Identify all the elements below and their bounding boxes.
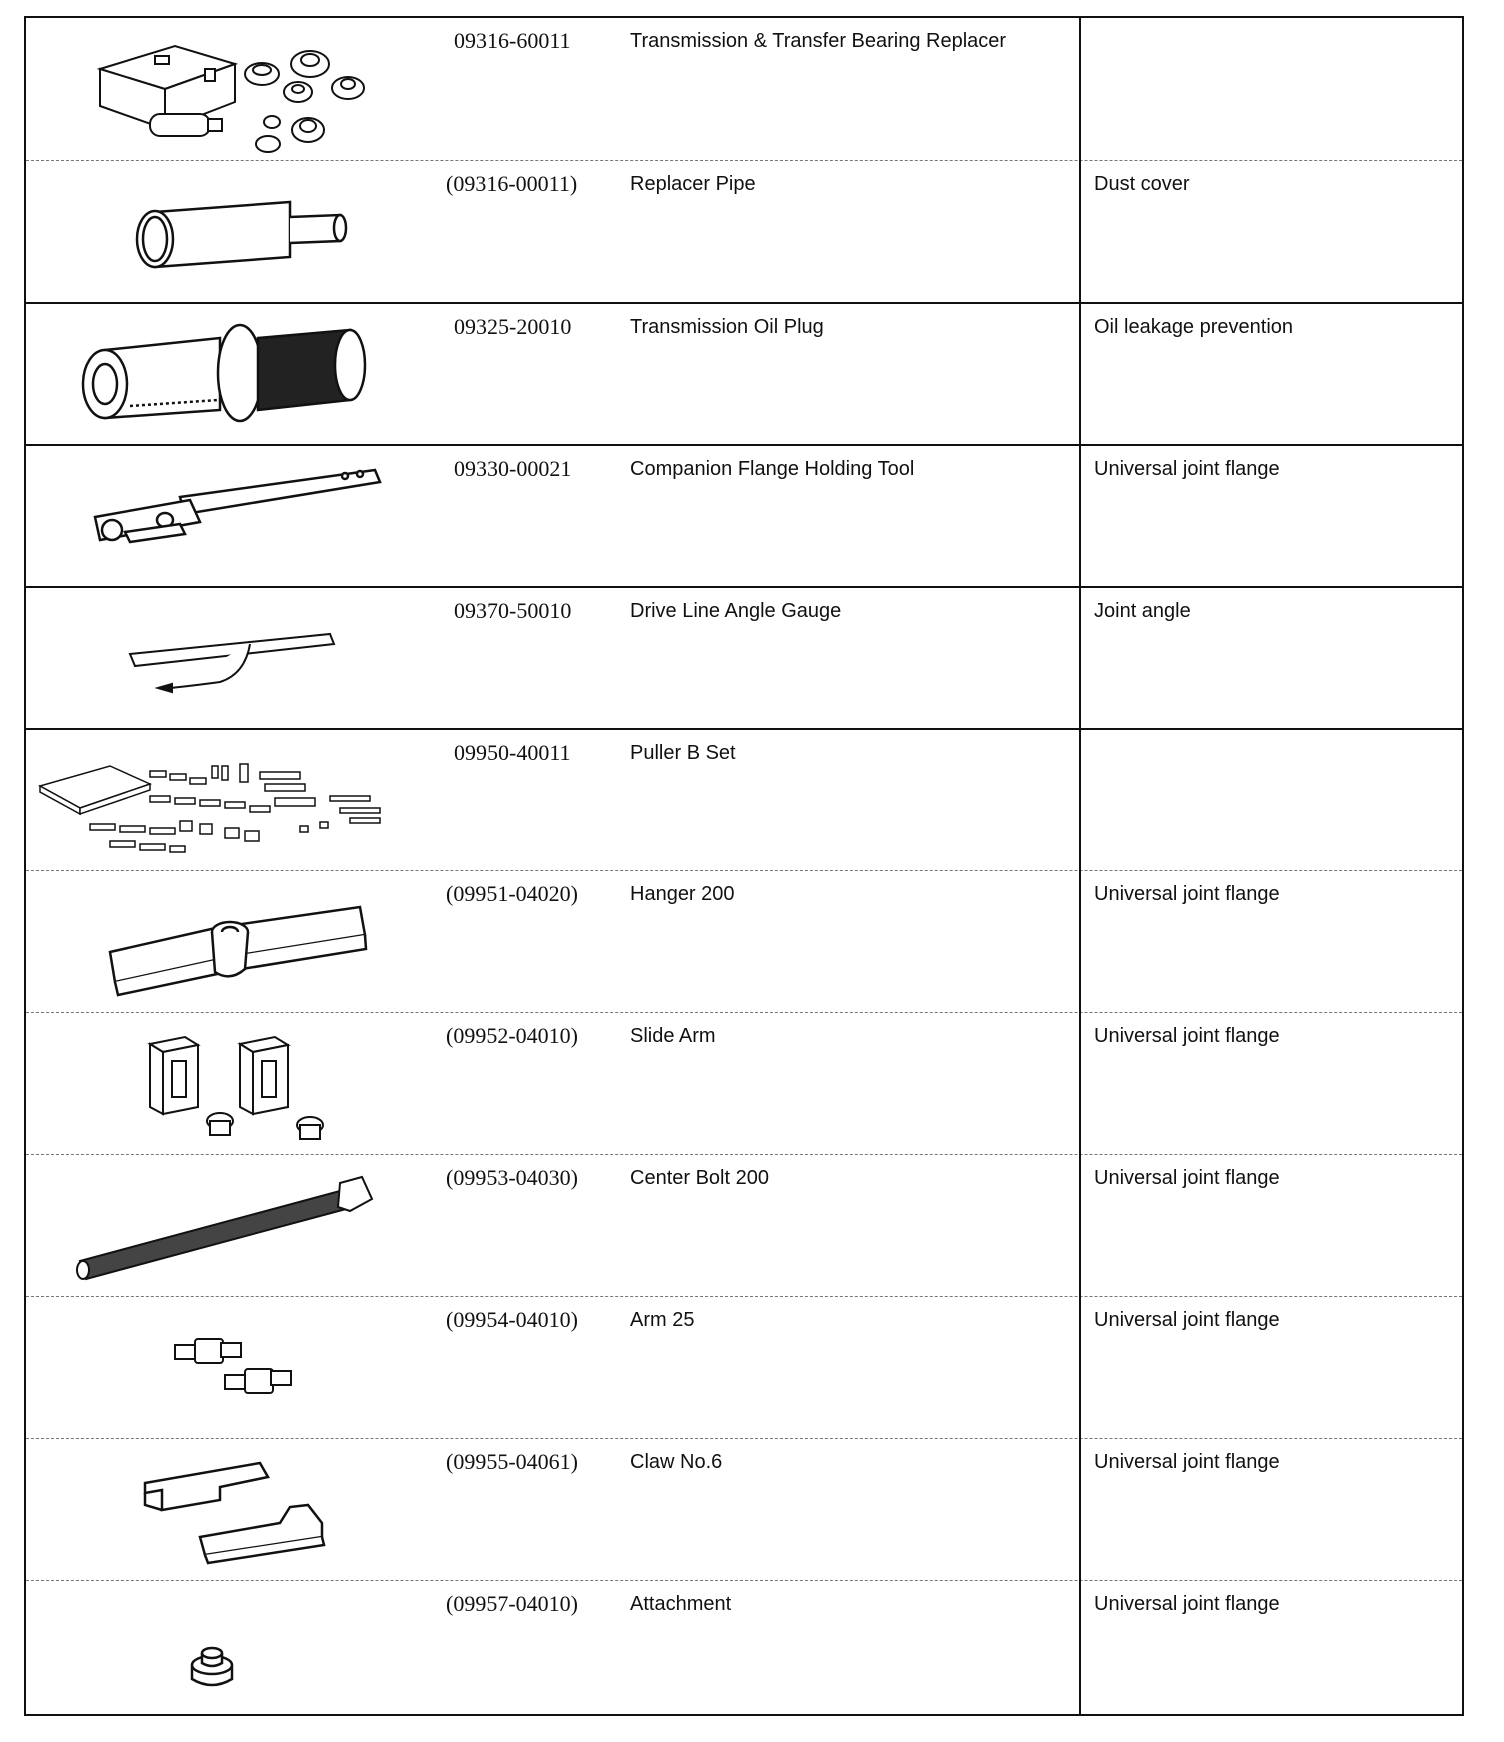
bearing-replacer-set-icon: [40, 24, 440, 154]
part-number: (09954-04010): [446, 1307, 578, 1332]
table-row: [26, 302, 1462, 444]
part-number: 09950-40011: [454, 740, 571, 765]
part-number: 09330-00021: [454, 456, 572, 481]
puller-set-icon: [40, 736, 440, 866]
table-row: [26, 1296, 1462, 1438]
tool-usage-note: Universal joint flange: [1094, 1025, 1280, 1047]
table-row: [26, 444, 1462, 586]
part-number: (09952-04010): [446, 1023, 578, 1048]
part-number: 09325-20010: [454, 314, 572, 339]
part-number: (09955-04061): [446, 1449, 578, 1474]
tool-name: Hanger 200: [630, 883, 735, 905]
attachment-icon: [40, 1587, 440, 1717]
tool-usage-note: Universal joint flange: [1094, 1593, 1280, 1615]
table-row: [26, 160, 1462, 302]
part-number: (09951-04020): [446, 881, 578, 906]
tool-usage-note: Dust cover: [1094, 173, 1190, 195]
oil-plug-icon: [40, 310, 440, 440]
tool-usage-note: Universal joint flange: [1094, 1451, 1280, 1473]
tool-name: Slide Arm: [630, 1025, 716, 1047]
tool-name: Transmission Oil Plug: [630, 316, 824, 338]
table-row: [26, 586, 1462, 728]
tool-name: Arm 25: [630, 1309, 695, 1331]
tool-name: Drive Line Angle Gauge: [630, 600, 842, 622]
tool-name: Claw No.6: [630, 1451, 723, 1473]
tool-name: Center Bolt 200: [630, 1167, 769, 1189]
table-row: [26, 728, 1462, 870]
table-row: [26, 1154, 1462, 1296]
part-number: (09316-00011): [446, 171, 578, 196]
tool-usage-note: Universal joint flange: [1094, 1309, 1280, 1331]
part-number: 09370-50010: [454, 598, 572, 623]
special-tools-table: [24, 16, 1464, 1716]
tool-usage-note: Universal joint flange: [1094, 458, 1280, 480]
tool-usage-note: Joint angle: [1094, 600, 1191, 622]
column-divider: [1079, 18, 1081, 1714]
table-row: [26, 1580, 1462, 1722]
tool-usage-note: Oil leakage prevention: [1094, 316, 1294, 338]
arm-icon: [40, 1303, 440, 1433]
tool-name: Puller B Set: [630, 742, 736, 764]
table-row: [26, 1438, 1462, 1580]
tool-usage-note: Universal joint flange: [1094, 1167, 1280, 1189]
tool-name: Replacer Pipe: [630, 173, 756, 195]
tool-name: Transmission & Transfer Bearing Replacer: [630, 30, 1007, 52]
table-row: [26, 870, 1462, 1012]
slide-arm-icon: [40, 1019, 440, 1149]
center-bolt-icon: [40, 1161, 440, 1291]
part-number: (09953-04030): [446, 1165, 578, 1190]
tool-name: Companion Flange Holding Tool: [630, 458, 915, 480]
part-number: 09316-60011: [454, 28, 571, 53]
angle-gauge-icon: [40, 594, 440, 724]
table-row: [26, 18, 1462, 160]
table-row: [26, 1012, 1462, 1154]
replacer-pipe-icon: [40, 167, 440, 297]
flange-holding-tool-icon: [40, 452, 440, 582]
tool-name: Attachment: [630, 1593, 732, 1615]
hanger-icon: [40, 877, 440, 1007]
claw-icon: [40, 1445, 440, 1575]
tool-usage-note: Universal joint flange: [1094, 883, 1280, 905]
part-number: (09957-04010): [446, 1591, 578, 1616]
